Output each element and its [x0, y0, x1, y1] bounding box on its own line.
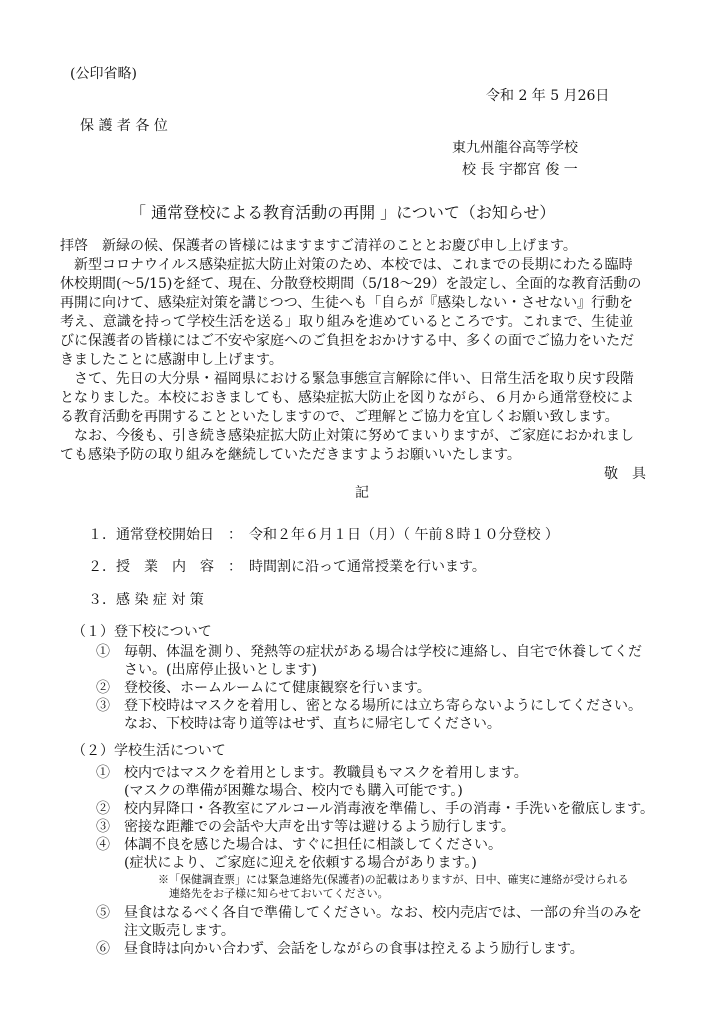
section1-line: さい。(出席停止扱いとします): [96, 662, 317, 678]
principal-name: 校 長 宇都宮 俊 一: [462, 162, 578, 178]
item-class-content: ２．授 業 内 容 ： 時間割に沿って通常授業を行います。: [88, 559, 486, 575]
section2-line: ⑤ 昼食はなるべく各自で準備してください。なお、校内売店では、一部の弁当のみを: [96, 905, 642, 921]
section1-line: ① 毎朝、体温を測り、発熱等の症状がある場合は学校に連絡し、自宅で休養してくだ: [96, 644, 642, 660]
section2-line: (症状により、ご家庭に迎えを依頼する場合があります。): [96, 855, 477, 871]
section2-line: ③ 密接な距離での会話や大声を出す等は避けるよう励行します。: [96, 819, 515, 835]
section2-line: ⑥ 昼食時は向かい合わず、会話をしながらの食事は控えるよう励行します。: [96, 941, 584, 957]
closing-keigu: 敬 具: [604, 466, 646, 482]
school-name: 東九州龍谷高等学校: [452, 140, 578, 156]
body-line: 新型コロナウイルス感染症拡大防止対策のため、本校では、これまでの長期にわたる臨時: [60, 257, 633, 273]
section1-heading: （１）登下校について: [72, 624, 212, 640]
body-line: 再開に向けて、感染症対策を講じつつ、生徒へも「自らが『感染しない・させない』行動を: [60, 295, 634, 311]
body-line: なお、今後も、引き続き感染症拡大防止対策に努めてまいりますが、ご家庭におかれまし: [60, 428, 634, 444]
seal-omitted-note: (公印省略): [70, 66, 137, 82]
body-line: 考え、意識を持って学校生活を送る」取り組みを進めているところです。これまで、生徒並: [60, 314, 634, 330]
recipient: 保 護 者 各 位: [80, 118, 168, 134]
body-line: きましたことに感謝申し上げます。: [60, 352, 283, 368]
body-line: さて、先日の大分県・福岡県における緊急事態宣言解除に伴い、日常生活を取り戻す段階: [60, 371, 634, 387]
item-infection-measures: ３．感 染 症 対 策: [88, 592, 204, 608]
document-date: 令和 2 年 5 月26日: [486, 88, 610, 104]
section2-line: 注文販売します。: [96, 923, 235, 939]
body-line: びに保護者の皆様にはご不安や家庭へのご負担をおかけする中、多くの面でご協力をいただ: [60, 333, 634, 349]
section1-line: ③ 登下校時はマスクを着用し、密となる場所には立ち寄らないようにしてください。: [96, 698, 642, 714]
section2-note: 連絡先をお子様に知らせておいてください。: [158, 887, 389, 900]
item-start-date: １．通常登校開始日 ： 令和２年６月１日（月）（ 午前８時１０分登校 ）: [88, 527, 559, 543]
document-title: 「 通常登校による教育活動の再開 」について（お知らせ）: [130, 203, 556, 222]
section2-line: ② 校内昇降口・各教室にアルコール消毒液を準備し、手の消毒・手洗いを徹底します。: [96, 801, 655, 817]
body-line: ても感染予防の取り組みを継続していただきますようお願いいたします。: [60, 447, 521, 463]
ki-heading: 記: [355, 485, 369, 501]
body-line: 休校期間(〜5/15)を経て、現在、分散登校期間（5/18〜29）を設定し、全面的な教育活動の: [60, 276, 642, 292]
section2-line: ① 校内ではマスクを着用とします。教職員もマスクを着用します。: [96, 765, 528, 781]
body-line: となりました。本校におきましても、感染症拡大防止を図りながら、６月から通常登校によ: [60, 390, 634, 406]
section2-heading: （２）学校生活について: [72, 743, 226, 759]
section2-note: ※「保健調査票」には緊急連絡先(保護者)の記載はありますが、日中、確実に連絡が受けられる: [158, 873, 629, 886]
body-line: 拝啓 新緑の候、保護者の皆様にはますますご清祥のこととお慶び申し上げます。: [60, 238, 577, 254]
section2-line: ④ 体調不良を感じた場合は、すぐに担任に相談してください。: [96, 837, 502, 853]
body-line: る教育活動を再開することといたしますので、ご理解とご協力を宜しくお願い致します。: [60, 409, 619, 425]
section2-line: (マスクの準備が困難な場合、校内でも購入可能です。): [96, 783, 463, 799]
section1-line: なお、下校時は寄り道等はせず、直ちに帰宅してください。: [96, 716, 501, 732]
section1-line: ② 登校後、ホームルームにて健康観察を行います。: [96, 680, 431, 696]
